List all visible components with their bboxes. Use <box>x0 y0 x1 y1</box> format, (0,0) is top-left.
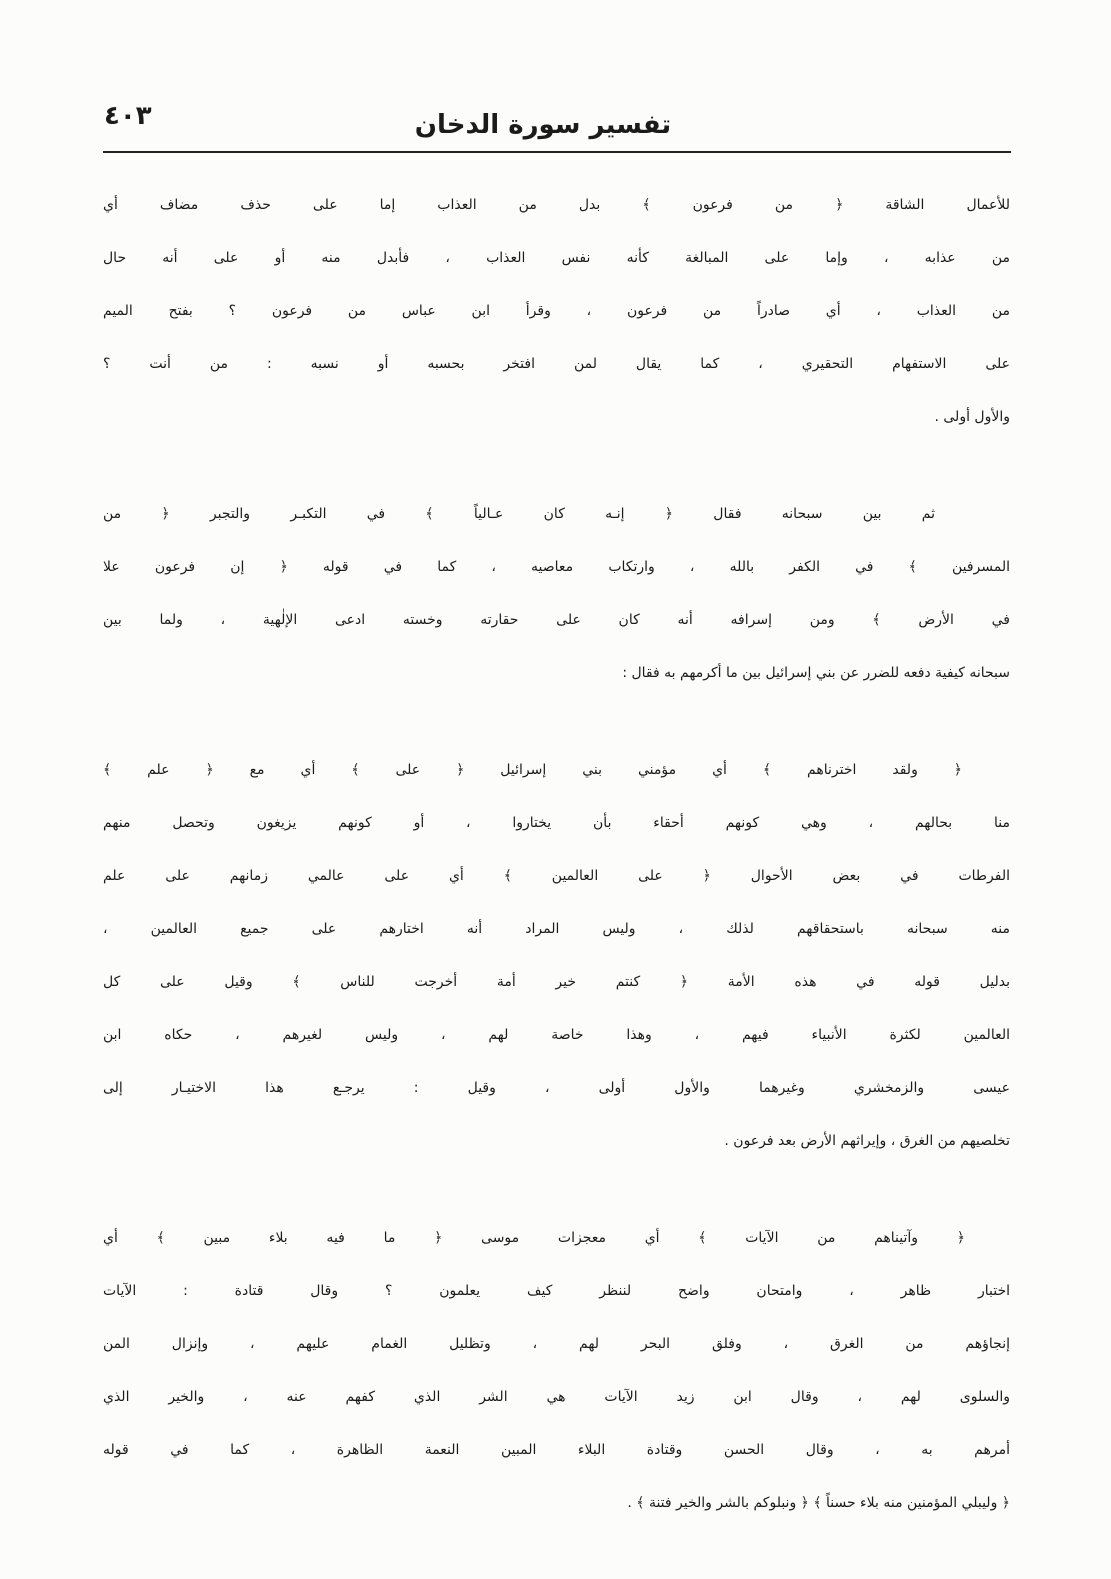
text-line: في الأرض ﴾ ومن إسرافه أنه كان على حقارته وخسته ادعى الإلٰهية ، ولما بين <box>103 612 1010 628</box>
text-line: أمرهم به ، وقال الحسن وقتادة البلاء المبين النعمة الظاهرة ، كما في قوله <box>103 1442 1010 1458</box>
text-line: منا بحالهم ، وهي كونهم أحقاء بأن يختاروا ، أو كونهم يزيغون وتحصل منهم <box>103 815 1010 831</box>
paragraph <box>103 1212 1010 1530</box>
paragraph <box>103 179 1010 444</box>
body-text <box>103 179 1010 1530</box>
text-line: على الاستفهام التحقيري ، كما يقال لمن افتخر بحسبه أو نسبه : من أنت ؟ <box>103 356 1010 372</box>
page-number: ٤٠٣ <box>104 101 152 131</box>
text-line: من العذاب ، أي صادراً من فرعون ، وقرأ ابن عباس من فرعون ؟ بفتح الميم <box>103 303 1010 319</box>
text-line: المسرفين ﴾ في الكفر بالله ، وارتكاب معاصيه ، كما في قوله ﴿ إن فرعون علا <box>103 559 1010 575</box>
text-line: والأول أولى . <box>934 409 1010 425</box>
text-line: ﴿ ولقد اخترناهم ﴾ أي مؤمني بني إسرائيل ﴿ على ﴾ أي مع ﴿ علم ﴾ <box>103 762 962 778</box>
paragraph <box>103 744 1010 1168</box>
text-line: ﴿ وآتيناهم من الآيات ﴾ أي معجزات موسى ﴿ ما فيه بلاء مبين ﴾ أي <box>103 1230 965 1246</box>
text-line: بدليل قوله في هذه الأمة ﴿ كنتم خير أمة أخرجت للناس ﴾ وقيل على كل <box>103 974 1010 990</box>
text-line: من عذابه ، وإما على المبالغة كأنه نفس العذاب ، فأبدل منه أو على أنه حال <box>103 250 1010 266</box>
running-head-title: تفسير سورة الدخان <box>414 110 672 140</box>
text-line: عيسى والزمخشري وغيرهما والأول أولى ، وقيل : يرجـع هذا الاختيـار إلى <box>103 1080 1010 1096</box>
text-line: تخلصيهم من الغرق ، وإيراثهم الأرض بعد فرعون . <box>724 1133 1010 1149</box>
text-line: الفرطات في بعض الأحوال ﴿ على العالمين ﴾ أي على عالمي زمانهم على علم <box>103 868 1010 884</box>
text-line: ﴿ وليبلي المؤمنين منه بلاء حسناً ﴾ ﴿ ونبلوكم بالشر والخير فتنة ﴾ . <box>627 1495 1010 1511</box>
text-line: ثم بين سبحانه فقال ﴿ إنـه كان عـالياً ﴾ في التكبـر والتجبر ﴿ من <box>103 506 935 522</box>
paragraph <box>103 488 1010 700</box>
text-line: سبحانه كيفية دفعه للضرر عن بني إسرائيل بين ما أكرمهم به فقال : <box>622 665 1010 681</box>
text-line: للأعمال الشاقة ﴿ من فرعون ﴾ بدل من العذاب إما على حذف مضاف أي <box>103 197 1010 213</box>
text-line: والسلوى لهم ، وقال ابن زيد الآيات هي الشر الذي كفهم عنه ، والخير الذي <box>103 1389 1010 1405</box>
text-line: إنجاؤهم من الغرق ، وفلق البحر لهم ، وتظليل الغمام عليهم ، وإنزال المن <box>103 1336 1010 1352</box>
text-line: منه سبحانه باستحقاقهم لذلك ، وليس المراد أنه اختارهم على جميع العالمين ، <box>103 921 1010 937</box>
text-line: العالمين لكثرة الأنبياء فيهم ، وهذا خاصة لهم ، وليس لغيرهم ، حكاه ابن <box>103 1027 1010 1043</box>
text-line: اختبار ظاهر ، وامتحان واضح لننظر كيف يعلمون ؟ وقال قتادة : الآيات <box>103 1283 1010 1299</box>
header-rule <box>103 151 1011 153</box>
